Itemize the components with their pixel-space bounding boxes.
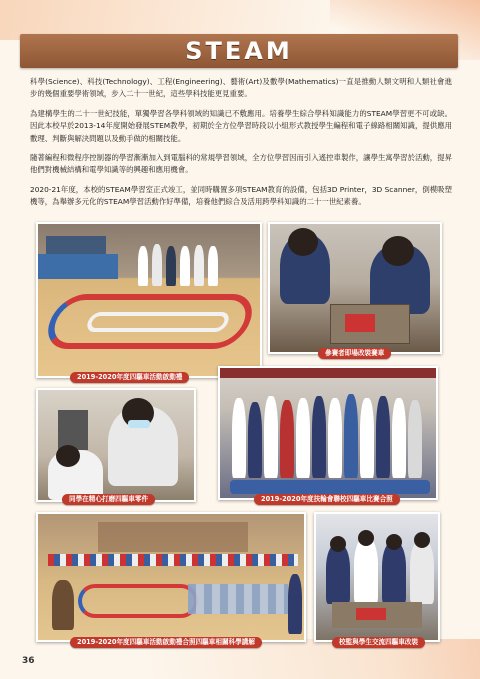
title-banner	[20, 34, 458, 68]
caption-competition-group: 2019-2020年度扶輪會聯校四驅車比賽合照	[254, 494, 400, 505]
page-title: STEAM	[185, 37, 293, 65]
photo-polishing-parts	[36, 388, 196, 502]
photo-launch-ceremony	[36, 222, 262, 378]
photo-supervisor-exchange	[314, 512, 440, 642]
paragraph-activities: 隨著編程和微程序控制器的學習漸漸加入到電腦科的常規學習領域，全方位學習因而引入遙控車製作，讓學生寓學習於活動，提昇他們對機械結構和電學知識等的興趣和應用機會。	[30, 153, 452, 175]
photo-modify-cars	[268, 222, 442, 354]
caption-polishing-parts: 同學在精心打磨四驅車零件	[62, 494, 155, 505]
paragraph-history: 為建構學生的二十一世紀技能，單獨學習各學科領域的知識已不敷應用。培養學生綜合學科知識能力的STEAM學習更不可或缺。因此本校早於2013-14年度開始發展STEM教學，初期於全方位學習時段以小組形式教授學生編程和電子線路相關知識，提供應用數理、判斷與解決問題以及動手做的相關技能。	[30, 109, 452, 143]
photo-science-talk	[36, 512, 306, 642]
photo-competition-group	[218, 366, 438, 500]
paragraph-steam-room: 2020-21年度，本校的STEAM學習室正式竣工，並同時購置多項STEAM教育的設備，包括3D Printer，3D Scanner，倒模吸塑機等，為舉辦多元化的STEAM學習活動作好準備，培養他們綜合及活用跨學科知識的二十一世紀素養。	[30, 185, 452, 207]
paragraph-intro: 科學(Science)、科技(Technology)、工程(Engineering)、藝術(Art)及數學(Mathematics)一直是推動人類文明和人類社會進步的幾個重要學術領域，步入二十一世紀，這些學科技能更見重要。	[30, 77, 452, 99]
caption-science-talk: 2019-2020年度四驅車活動啟動禮合照四驅車相關科學講解	[70, 637, 262, 648]
caption-supervisor-exchange: 校監與學生交流四驅車改裝	[332, 637, 425, 648]
page-number: 36	[22, 656, 35, 666]
caption-modify-cars: 參賽者即場改裝賽車	[318, 348, 391, 359]
caption-launch-ceremony: 2019-2020年度四驅車活動啟動禮	[70, 372, 189, 383]
